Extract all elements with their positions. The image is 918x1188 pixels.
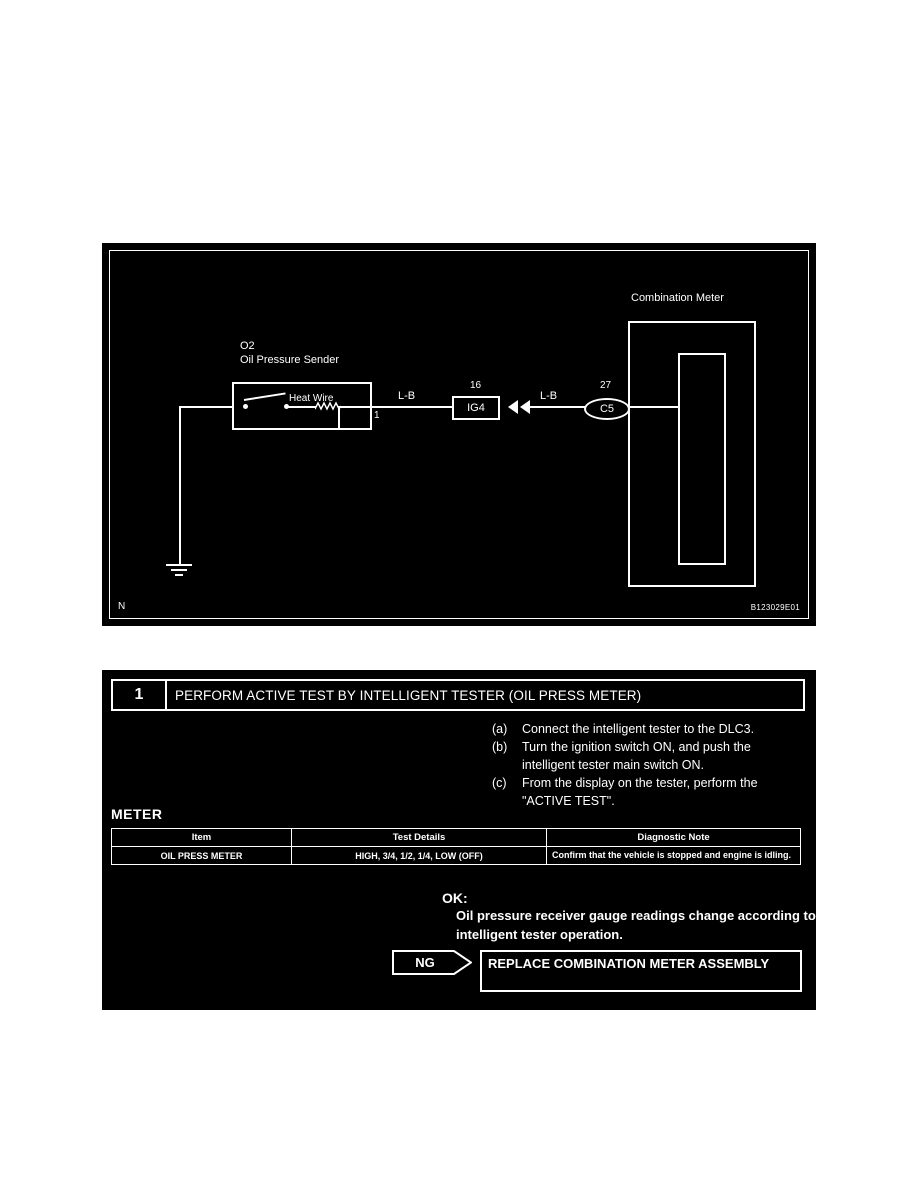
heat-wire-label: Heat Wire: [289, 393, 334, 404]
ok-criteria-block: [442, 890, 816, 944]
list-item: [492, 774, 802, 810]
connector-c5-label: C5: [599, 403, 615, 415]
combination-meter-label: Combination Meter: [631, 292, 724, 304]
ng-branch-row: [392, 950, 802, 992]
combination-meter-gauge: [678, 353, 726, 565]
switch-terminal-left-icon: [243, 404, 248, 409]
substep-tag: (c): [492, 776, 507, 790]
active-test-table: [111, 828, 801, 865]
ig4-pin-number: 16: [470, 380, 482, 391]
meter-section-label: METER: [111, 806, 163, 822]
sender-coil-down-wire: [338, 406, 340, 430]
wire-color-left: L-B: [398, 390, 416, 402]
ground-symbol-bar3-icon: [175, 574, 183, 576]
substep-text: Connect the intelligent tester to the DLC3.: [522, 722, 755, 736]
connector-c5: [584, 398, 630, 420]
substep-tag: (a): [492, 722, 508, 736]
wire-c5-to-meter: [628, 406, 680, 408]
sender-pin-number: 1: [374, 410, 380, 421]
cell-diagnostic-note: Confirm that the vehicle is stopped and engine is idling.: [547, 847, 801, 865]
connector-ig4-label: IG4: [467, 402, 485, 414]
column-header-test-details: Test Details: [292, 829, 547, 847]
ground-drop-wire: [179, 406, 181, 564]
column-header-diagnostic-note: Diagnostic Note: [547, 829, 801, 847]
ng-tag-label: NG: [415, 955, 435, 970]
step-number: 1: [113, 681, 167, 709]
substep-text: From the display on the tester, perform the "ACTIVE TEST".: [522, 776, 758, 808]
step-title: PERFORM ACTIVE TEST BY INTELLIGENT TESTER (OIL PRESS METER): [175, 687, 642, 703]
cell-item: OIL PRESS METER: [112, 847, 292, 865]
column-header-item: Item: [112, 829, 292, 847]
wire-ig4-to-c5: [530, 406, 586, 408]
list-item: [492, 738, 802, 774]
ng-result-text: REPLACE COMBINATION METER ASSEMBLY: [480, 950, 802, 992]
wire-sender-to-ig4: [372, 406, 452, 408]
wire-color-right: L-B: [540, 390, 558, 402]
ok-title: OK:: [442, 890, 468, 906]
ground-symbol-bar2-icon: [171, 569, 187, 571]
substep-text: Turn the ignition switch ON, and push the intelligent tester main switch ON.: [522, 740, 751, 772]
substep-list: [492, 720, 802, 810]
sender-output-wire: [338, 406, 372, 408]
table-row: [112, 847, 801, 865]
procedure-panel: [102, 670, 816, 1010]
wiring-diagram-panel: [102, 243, 816, 626]
sender-internal-wire: [286, 406, 316, 408]
connector-direction-arrows-icon: [506, 399, 532, 419]
ok-text: Oil pressure receiver gauge readings change according to intelligent tester operation.: [456, 908, 816, 942]
diagram-figure-code: B123029E01: [750, 603, 800, 612]
step-header: [111, 679, 805, 711]
sender-code-text: O2: [240, 340, 255, 352]
list-item: [492, 720, 802, 738]
ng-tag: [392, 950, 472, 975]
connector-ig4: [452, 396, 500, 420]
oil-pressure-sender-name: Oil Pressure Sender: [240, 354, 340, 366]
ground-branch-wire: [179, 406, 233, 408]
diagram-corner-letter: N: [118, 601, 126, 612]
table-header-row: [112, 829, 801, 847]
substep-tag: (b): [492, 740, 508, 754]
diagram-border: [109, 250, 809, 619]
c5-pin-number: 27: [600, 380, 612, 391]
oil-pressure-sender-code: [240, 339, 255, 353]
cell-test-details: HIGH, 3/4, 1/2, 1/4, LOW (OFF): [292, 847, 547, 865]
ground-symbol-bar1-icon: [166, 564, 192, 566]
